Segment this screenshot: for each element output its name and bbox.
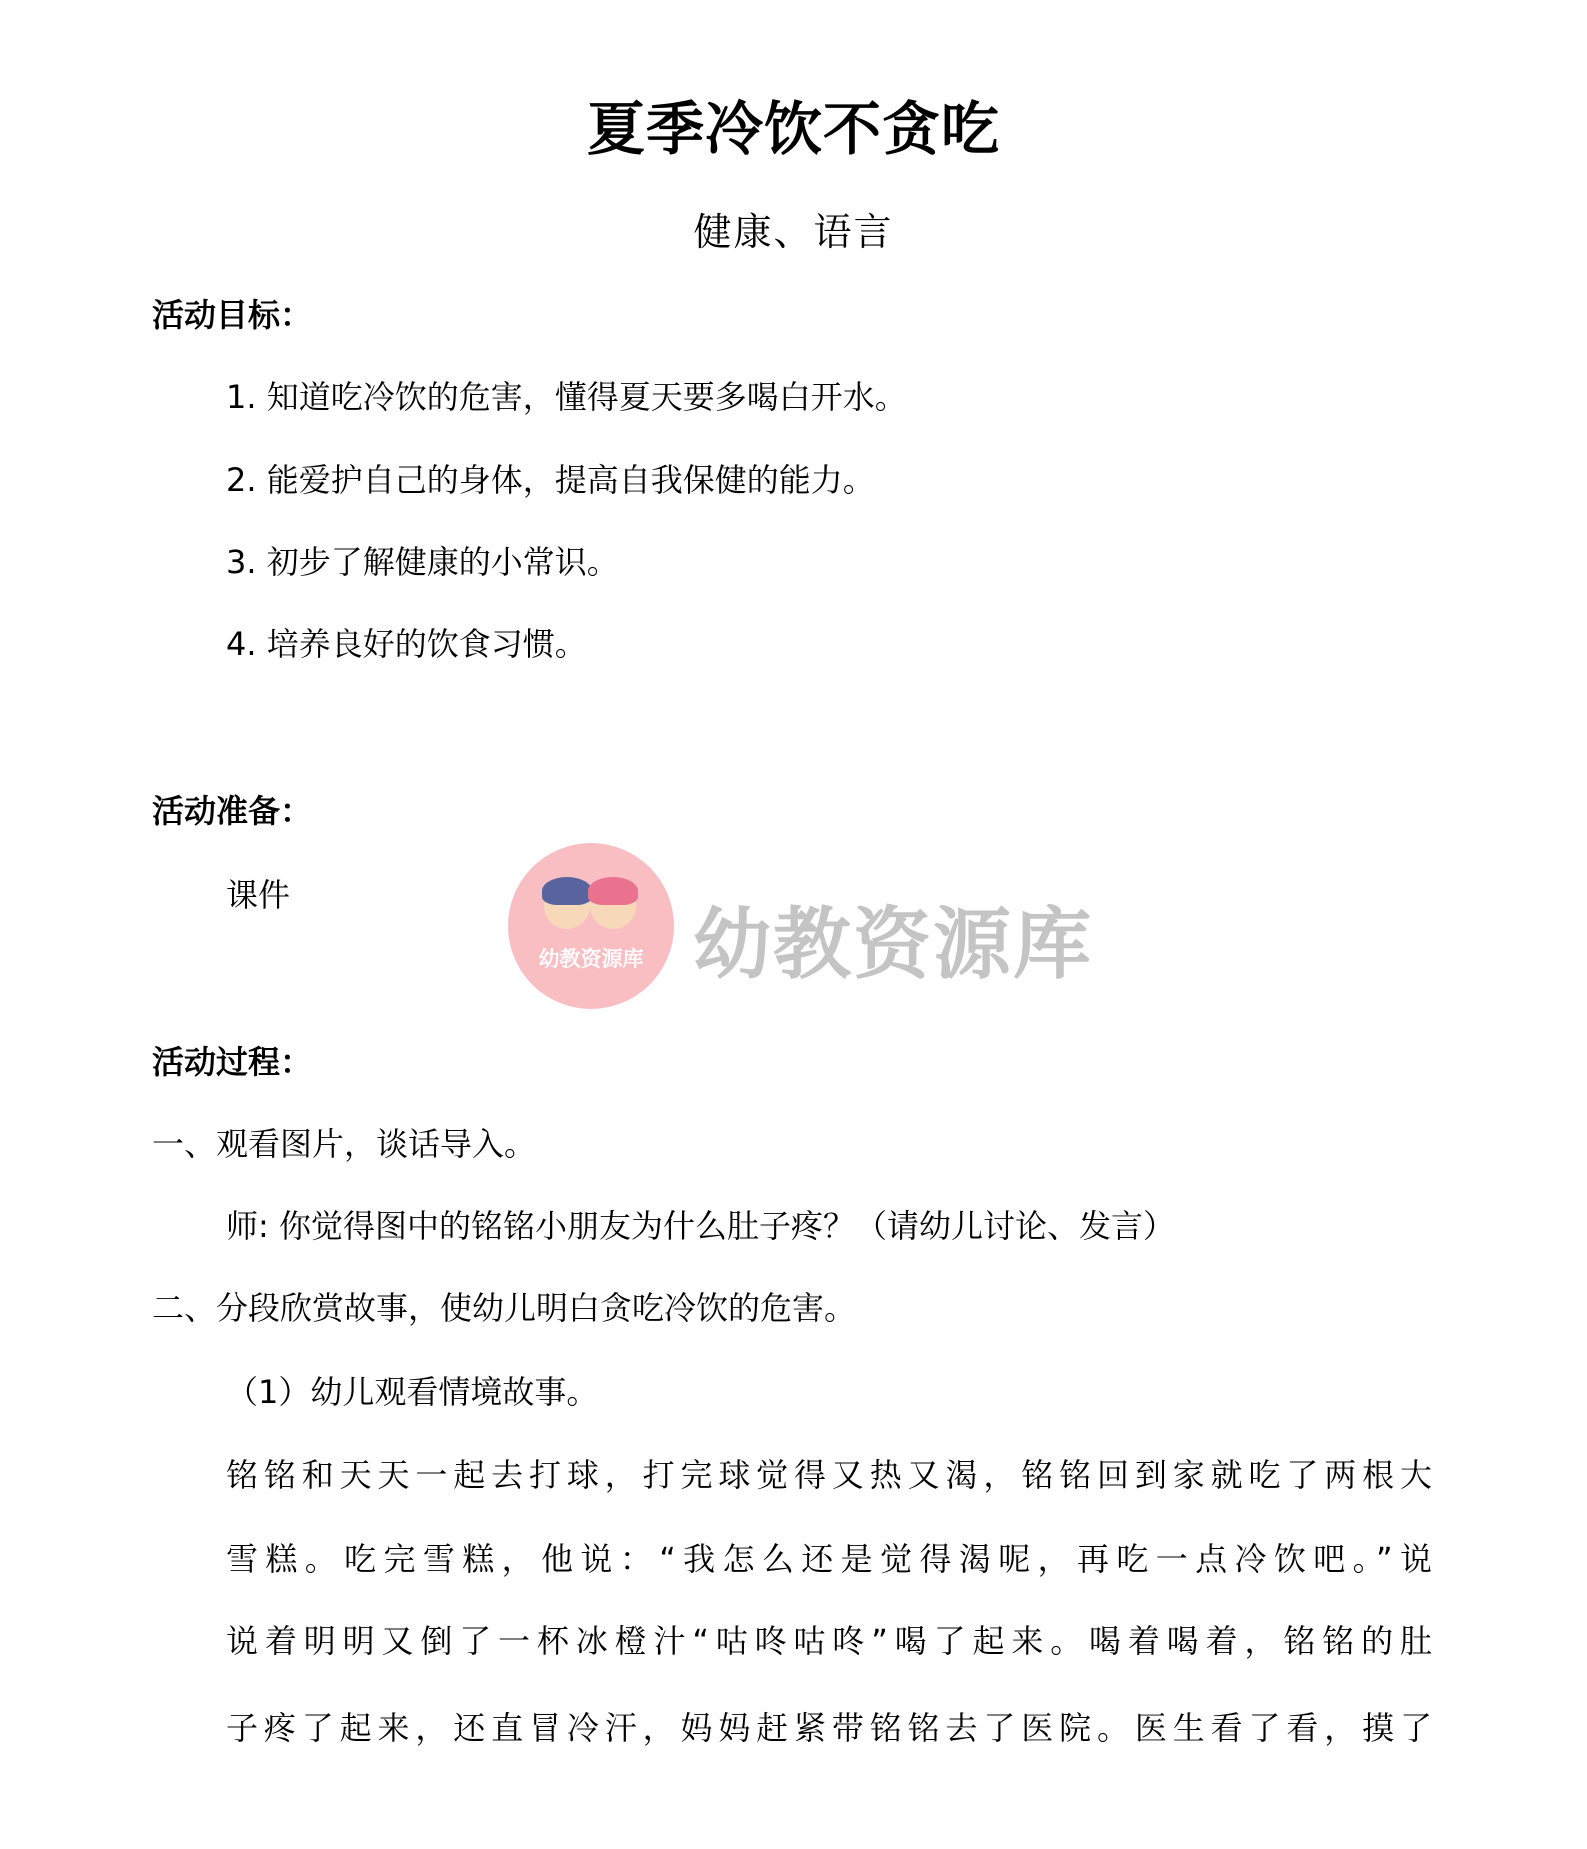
story-line: 说着明明又倒了一杯冰橙汁“咕咚咕咚”喝了起来。喝着喝着，铭铭的肚 xyxy=(226,1622,1432,1660)
goal-item: 3. 初步了解健康的小常识。 xyxy=(226,543,619,581)
process-heading: 活动过程： xyxy=(152,1043,313,1081)
document-subtitle: 健康、语言 xyxy=(693,210,894,254)
girl-hair-icon xyxy=(588,877,638,905)
watermark-logo-text: 幼教资源库 xyxy=(538,947,644,971)
watermark-logo-icon xyxy=(508,843,674,1009)
document-title: 夏季冷饮不贪吃 xyxy=(586,95,1000,163)
goals-heading: 活动目标： xyxy=(152,296,313,334)
preparation-heading: 活动准备： xyxy=(152,792,313,830)
goal-item: 2. 能爱护自己的身体，提高自我保健的能力。 xyxy=(226,461,875,499)
step-subtitle: （1）幼儿观看情境故事。 xyxy=(226,1373,599,1411)
goal-item: 4. 培养良好的饮食习惯。 xyxy=(226,625,587,663)
step-content: 师: 你觉得图中的铭铭小朋友为什么肚子疼？（请幼儿讨论、发言） xyxy=(226,1207,1175,1245)
step-title: 一、观看图片，谈话导入。 xyxy=(152,1125,537,1163)
boy-hair-icon xyxy=(542,877,592,905)
story-line: 铭铭和天天一起去打球，打完球觉得又热又渴，铭铭回到家就吃了两根大 xyxy=(226,1456,1432,1494)
story-line: 雪糕。吃完雪糕，他说：“我怎么还是觉得渴呢，再吃一点冷饮吧。”说 xyxy=(226,1540,1432,1578)
step-title: 二、分段欣赏故事，使幼儿明白贪吃冷饮的危害。 xyxy=(152,1289,857,1327)
preparation-content: 课件 xyxy=(226,876,291,914)
watermark-text: 幼教资源库 xyxy=(693,900,1094,990)
story-line: 子疼了起来，还直冒冷汗，妈妈赶紧带铭铭去了医院。医生看了看，摸了 xyxy=(226,1709,1432,1747)
goal-item: 1. 知道吃冷饮的危害，懂得夏天要多喝白开水。 xyxy=(226,378,907,416)
